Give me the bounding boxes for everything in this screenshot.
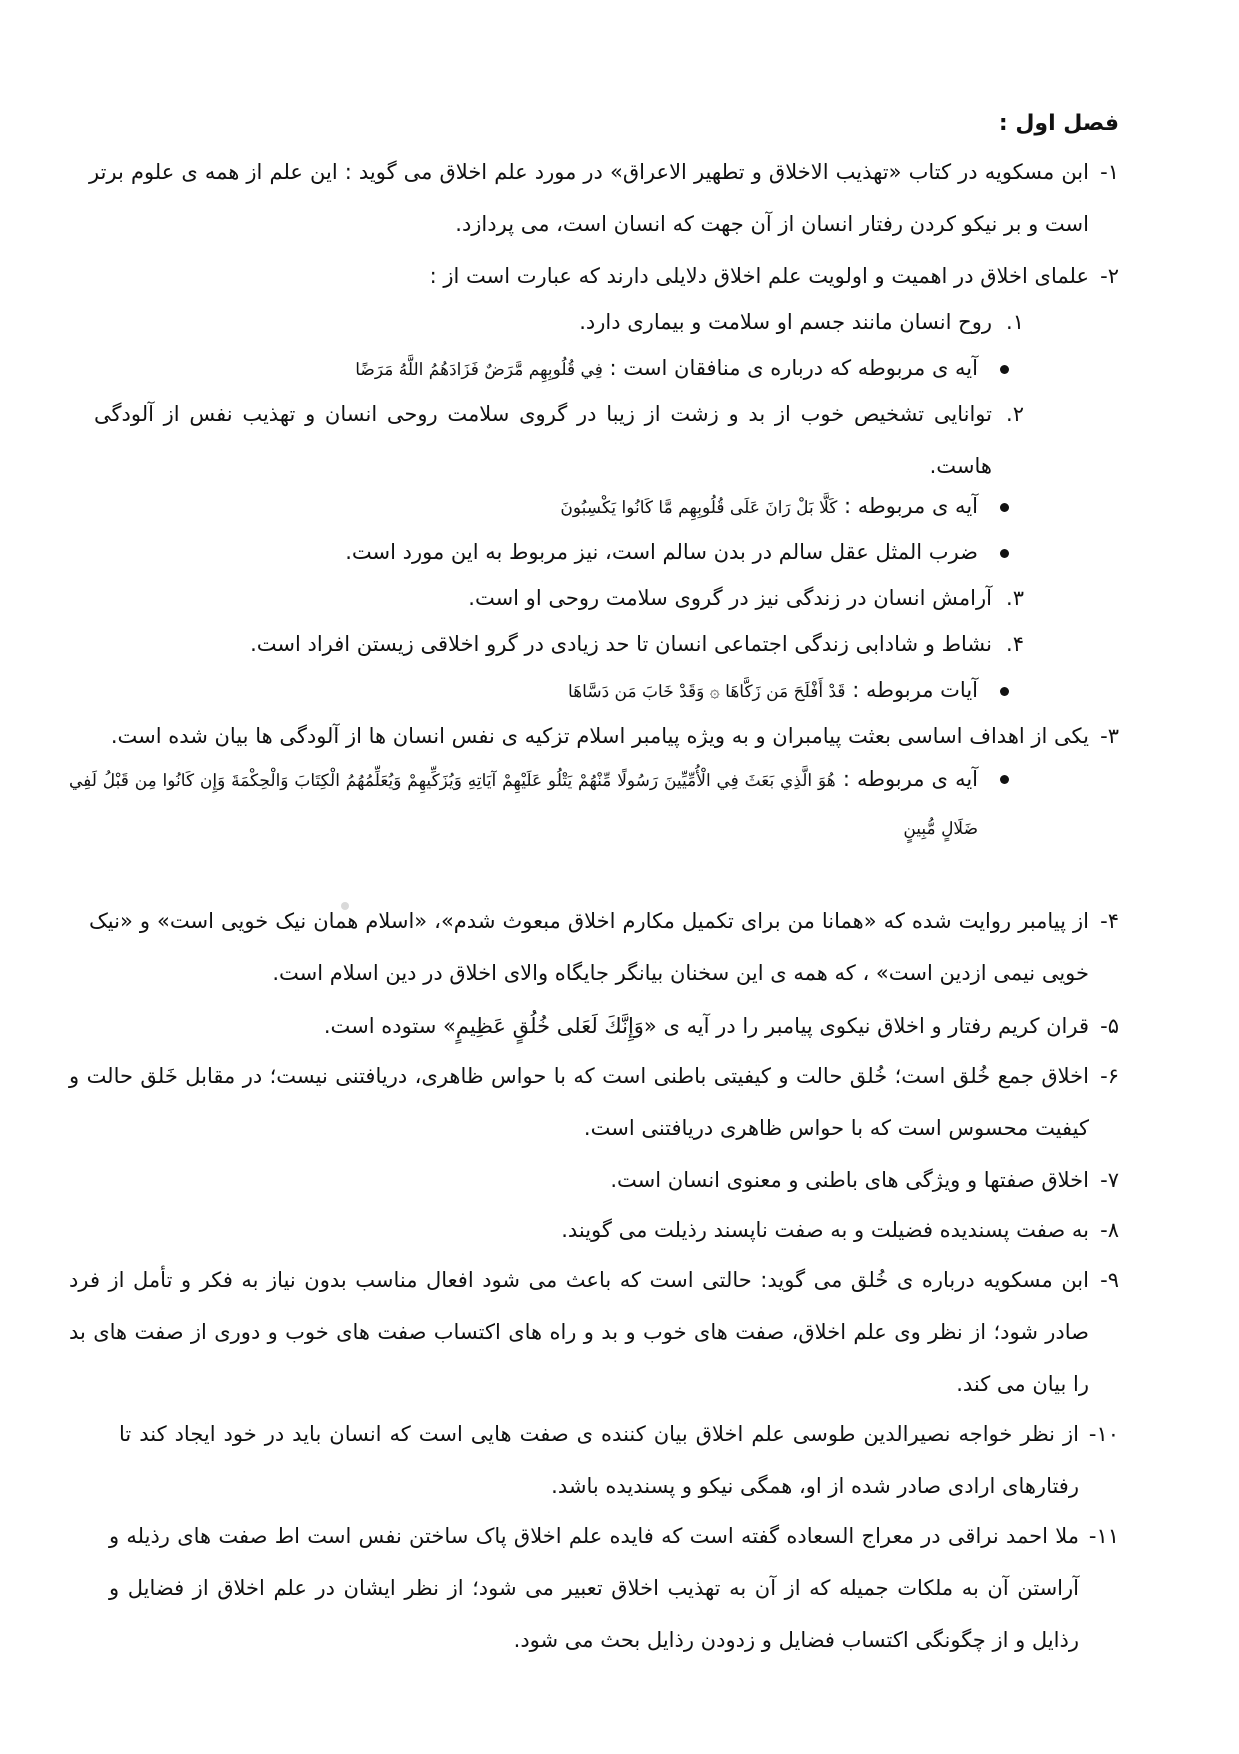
item-number: ۸-	[1100, 1218, 1119, 1242]
item-number: ۶-	[1100, 1064, 1119, 1088]
reason-text: توانایی تشخیص خوب از بد و زشت از زیبا در گروی سلامت روحی انسان و تهذیب نفس از آلودگی هاست.	[94, 402, 992, 478]
item-11	[109, 1510, 1119, 1666]
bullet-icon	[1000, 365, 1009, 374]
item-number: ۵-	[1100, 1014, 1119, 1038]
item-number: ۷-	[1100, 1168, 1119, 1192]
item-6	[69, 1050, 1119, 1154]
item-text: از نظر خواجه نصیرالدین طوسی علم اخلاق بیان کننده ی صفت هایی است که انسان باید در خود ایجاد کند تا رفتارهای ارادی صادر شده از او، همگی نیکو و پسندیده باشد.	[119, 1422, 1079, 1498]
item-8	[89, 1204, 1119, 1256]
item-number: ۳-	[1100, 724, 1119, 748]
item-number: ۴-	[1100, 909, 1119, 933]
reason-number: ۱.	[1006, 310, 1024, 334]
reason-text: نشاط و شادابی زندگی اجتماعی انسان تا حد زیادی در گرو اخلاقی زیستن افراد است.	[250, 632, 992, 656]
item-number: ۱-	[1100, 160, 1119, 184]
quran-verse: فِي قُلُوبِهِم مَّرَضٌ فَزَادَهُمُ اللَّهُ مَرَضًا	[355, 360, 603, 380]
reason-number: ۴.	[1006, 632, 1024, 656]
reason-number: ۳.	[1006, 586, 1024, 610]
verse-bullet-4	[69, 756, 1009, 852]
chapter-heading: فصل اول :	[998, 111, 1119, 136]
item-number: ۱۰-	[1088, 1422, 1119, 1446]
item-text: یکی از اهداف اساسی بعثت پیامبران و به ویژه پیامبر اسلام تزکیه ی نفس انسان ها از آلودگی ها بیان شده است.	[110, 724, 1089, 748]
bullet-icon	[1000, 775, 1009, 784]
item-number: ۹-	[1100, 1268, 1119, 1292]
bullet-label: آیه ی مربوطه که درباره ی منافقان است :	[609, 356, 978, 380]
item-7	[89, 1154, 1119, 1206]
reason-text: روح انسان مانند جسم او سلامت و بیماری دارد.	[579, 310, 992, 334]
bullet-icon	[1000, 687, 1009, 696]
item-text: اخلاق صفتها و ویژگی های باطنی و معنوی انسان است.	[610, 1168, 1089, 1192]
quran-verse: قَدْ أَفْلَحَ مَن زَكَّاهَا ۞ وَقَدْ خَابَ مَن دَسَّاهَا	[568, 682, 846, 702]
item-5	[89, 1000, 1119, 1052]
item-text: اخلاق جمع خُلق است؛ خُلق حالت و کیفیتی باطنی است که با حواس ظاهری، دریافتنی نیست؛ در مقابل خَلق حالت و کیفیت محسوس است که با حواس ظاهری دریافتنی است.	[69, 1064, 1089, 1140]
reason-3	[124, 572, 1024, 624]
proverb-bullet	[109, 526, 1009, 578]
item-text: ابن مسکویه در کتاب «تهذیب الاخلاق و تطهیر الاعراق» در مورد علم اخلاق می گوید : این علم از همه ی علوم برتر است و بر نیکو کردن رفتار انسان از آن جهت که انسان است، می پردازد.	[89, 160, 1089, 236]
bullet-label: آیه ی مربوطه :	[842, 767, 979, 791]
item-text: علمای اخلاق در اهمیت و اولویت علم اخلاق دلایلی دارند که عبارت است از :	[429, 264, 1089, 288]
item-text: قران کریم رفتار و اخلاق نیکوی پیامبر را در آیه ی «وَإِنَّكَ لَعَلى خُلُقٍ عَظِيمٍ» ستوده است.	[323, 1014, 1089, 1038]
item-number: ۲-	[1100, 264, 1119, 288]
item-4	[89, 895, 1119, 999]
item-number: ۱۱-	[1088, 1524, 1119, 1548]
reason-number: ۲.	[1006, 402, 1024, 426]
bullet-label: ضرب المثل عقل سالم در بدن سالم است، نیز مربوط به این مورد است.	[345, 540, 978, 564]
reason-text: آرامش انسان در زندگی نیز در گروی سلامت روحی او است.	[468, 586, 992, 610]
bullet-icon	[1000, 503, 1009, 512]
bullet-label: آیه ی مربوطه :	[844, 494, 978, 518]
item-text: به صفت پسندیده فضیلت و به صفت ناپسند رذیلت می گویند.	[561, 1218, 1089, 1242]
item-text: ابن مسکویه درباره ی خُلق می گوید: حالتی است که باعث می شود افعال مناسب بدون نیاز به فکر و تأمل از فرد صادر شود؛ از نظر وی علم اخلاق، صفت های خوب و بد و راه های اکتساب صفت های خوب و دوری از صفت های بد را بیان می کند.	[69, 1268, 1089, 1396]
item-1	[89, 146, 1119, 250]
bullet-icon	[1000, 549, 1009, 558]
reason-1	[124, 296, 1024, 348]
item-2	[89, 250, 1119, 302]
reason-2	[94, 388, 1024, 492]
item-9	[69, 1254, 1119, 1410]
bullet-label: آیات مربوطه :	[852, 678, 978, 702]
item-text: ملا احمد نراقی در معراج السعاده گفته است که فایده علم اخلاق پاک ساختن نفس است اط صفت های رذیله و آراستن آن به ملکات جمیله که از آن به تهذیب اخلاق تعبیر می شود؛ از نظر ایشان در علم اخلاق از فضایل و رذایل و از چگونگی اکتساب فضایل و زدودن رذایل بحث می شود.	[109, 1524, 1079, 1652]
item-text: از پیامبر روایت شده که «همانا من برای تکمیل مکارم اخلاق مبعوث شدم»، «اسلام همان نیک خویی است» و «نیک خویی نیمی ازدین است» ، که همه ی این سخنان بیانگر جایگاه والای اخلاق در دین اسلام است.	[89, 909, 1089, 985]
quran-verse: كَلَّا بَلْ رَانَ عَلَى قُلُوبِهِم مَّا كَانُوا يَكْسِبُونَ	[560, 498, 838, 518]
item-3	[89, 710, 1119, 762]
quran-verse: هُوَ الَّذِي بَعَثَ فِي الْأُمِّيِّينَ رَسُولًا مِّنْهُمْ يَتْلُو عَلَيْهِمْ آيَاتِهِ وَيُزَكِّيهِمْ وَيُعَلِّمُهُمُ الْكِتَابَ وَالْحِكْمَةَ وَإِن كَانُوا مِن قَبْلُ لَفِي ضَلَالٍ مُّبِينٍ	[69, 771, 978, 839]
item-10	[119, 1408, 1119, 1512]
reason-4	[64, 618, 1024, 670]
